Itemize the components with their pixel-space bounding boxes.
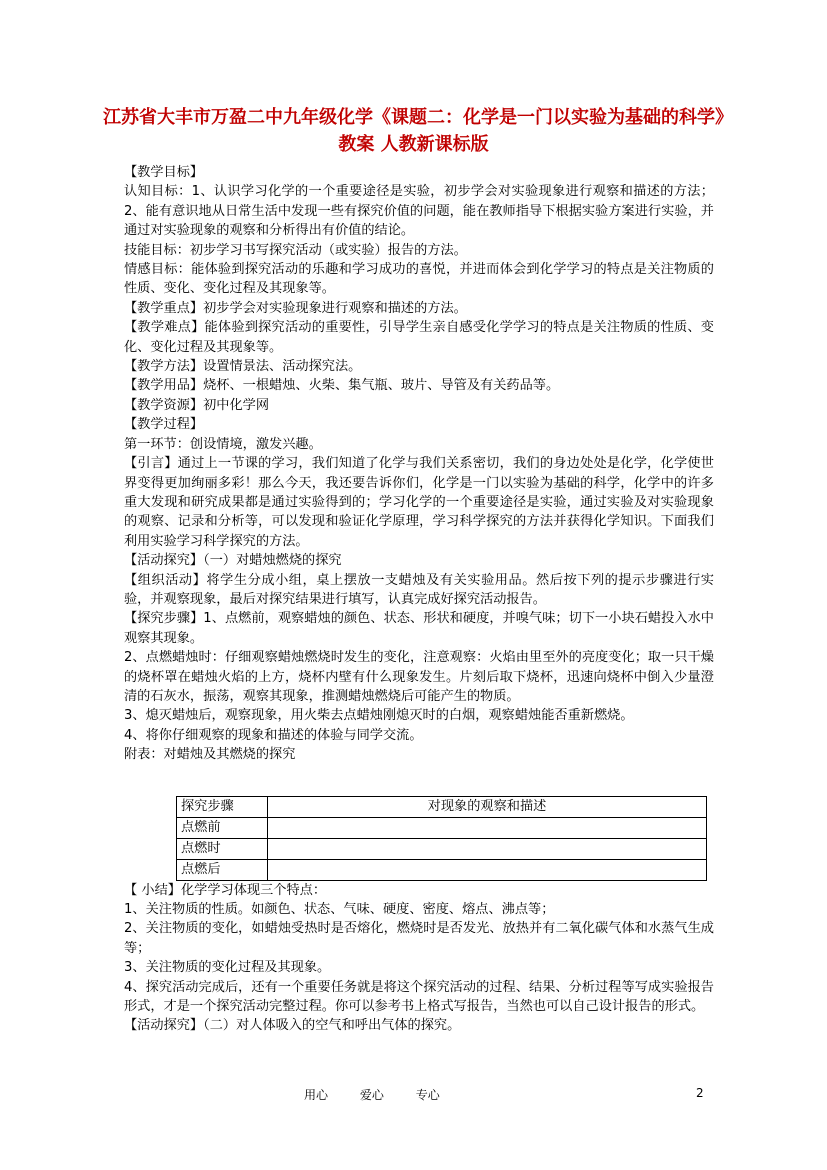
document-body xyxy=(124,163,714,1036)
paragraph: 1、关注物质的性质。如颜色、状态、气味、硬度、密度、熔点、沸点等； xyxy=(124,902,555,917)
paragraph: 3、关注物质的变化过程及其现象。 xyxy=(124,960,331,976)
paragraph: 3、熄灭蜡烛后，观察现象，用火柴去点蜡烛刚熄灭时的白烟，观察蜡烛能否重新燃烧。 xyxy=(124,708,634,724)
table-row-cell xyxy=(268,838,707,859)
table-row-cell xyxy=(268,817,707,838)
page-number: 2 xyxy=(696,1086,704,1100)
paragraph: 【活动探究】（二）对人体吸入的空气和呼出气体的探究。 xyxy=(124,1018,461,1034)
table-row xyxy=(177,859,707,880)
paragraph: 技能目标：初步学习书写探究活动（或实验）报告的方法。 xyxy=(124,242,467,258)
table-row xyxy=(177,817,707,838)
paragraph: 情感目标：能体验到探究活动的乐趣和学习成功的喜悦，并进而体会到化学学习的特点是关注物质的性质、变化、变化过程及其现象等。 xyxy=(124,262,714,297)
footer-motto-word: 爱心 xyxy=(359,1088,384,1102)
paragraph: 【教学重点】初步学会对实验现象进行观察和描述的方法。 xyxy=(124,300,467,316)
footer-motto-word: 专心 xyxy=(415,1088,440,1102)
paragraph: 【教学资源】初中化学网 xyxy=(124,397,270,413)
footer-motto xyxy=(304,1086,468,1103)
table-row-label: 点燃前 xyxy=(177,817,268,838)
paragraph: 【教学方法】设置情景法、活动探究法。 xyxy=(124,359,362,375)
table-row-label: 点燃时 xyxy=(177,838,268,859)
paragraphs-before-table xyxy=(124,163,714,765)
paragraph: 4、将你仔细观察的现象和描述的体验与同学交流。 xyxy=(124,727,423,743)
paragraph: 【引言】通过上一节课的学习，我们知道了化学与我们关系密切，我们的身边处处是化学，化学使世界变得更加绚丽多彩！那么今天，我还要告诉你们，化学是一门以实验为基础的科学，化学中的许多重大发现和研究成果都是通过实验得到的；学习化学的一个重要途径是实验，通过实验及对实验现象的观察、记录和分析等，可以发现和验证化学原理，学习科学探究的方法并获得化学知识。下面我们利用实验学习科学探究的方法。 xyxy=(124,456,714,549)
paragraphs-after-table xyxy=(124,881,714,1036)
candle-probe-table xyxy=(176,796,707,881)
table-row-cell xyxy=(268,859,707,880)
paragraph: 2、点燃蜡烛时：仔细观察蜡烛燃烧时发生的变化，注意观察：火焰由里至外的亮度变化；取一只干燥的烧杯罩在蜡烛火焰的上方，烧杯内壁有什么现象发生。片刻后取下烧杯，迅速向烧杯中倒入少量澄清的石灰水，振荡，观察其现象，推测蜡烛燃烧后可能产生的物质。 xyxy=(124,650,714,704)
table-spacer xyxy=(124,765,714,796)
document-title: 江苏省大丰市万盈二中九年级化学《课题二：化学是一门以实验为基础的科学》教案 人教新课标版 xyxy=(103,107,724,155)
table-header-row xyxy=(177,796,707,817)
paragraph: 认知目标：1、认识学习化学的一个重要途径是实验，初步学会对实验现象进行观察和描述的方法；2、能有意识地从日常生活中发现一些有探究价值的问题，能在教师指导下根据实验方案进行实验，并通过对实验现象的观察和分析得出有价值的结论。 xyxy=(124,184,714,239)
paragraph: 2、关注物质的变化，如蜡烛受热时是否熔化，燃烧时是否发光、放热并有二氧化碳气体和水蒸气生成等； xyxy=(124,921,714,956)
paragraph: 【教学用品】烧杯、一根蜡烛、火柴、集气瓶、玻片、导管及有关药品等。 xyxy=(124,378,560,394)
table-header-observation: 对现象的观察和描述 xyxy=(268,796,707,817)
paragraph: 【教学难点】能体验到探究活动的重要性，引导学生亲自感受化学学习的特点是关注物质的性质、变化、变化过程及其现象等。 xyxy=(124,320,714,355)
paragraph: 【探究步骤】1、点燃前，观察蜡烛的颜色、状态、形状和硬度，并嗅气味；切下一小块石蜡投入水中观察其现象。 xyxy=(124,611,714,646)
paragraph: 【教学目标】 xyxy=(124,165,204,180)
paragraph: 【组织活动】将学生分成小组，桌上摆放一支蜡烛及有关实验用品。然后按下列的提示步骤进行实验，并观察现象，最后对探究结果进行填写，认真完成好探究活动报告。 xyxy=(124,572,714,607)
table-row xyxy=(177,838,707,859)
paragraph: 第一环节：创设情境，激发兴趣。 xyxy=(124,436,322,452)
paragraph: 【 小结】化学学习体现三个特点： xyxy=(124,882,327,898)
footer-motto-word: 用心 xyxy=(304,1088,329,1102)
paragraph: 【活动探究】（一）对蜡烛燃烧的探究 xyxy=(124,553,342,569)
paragraph: 4、探究活动完成后，还有一个重要任务就是将这个探究活动的过程、结果、分析过程等写成实验报告形式，才是一个探究活动完整过程。你可以参考书上格式写报告，当然也可以自己设计报告的形式。 xyxy=(124,979,714,1015)
paragraph: 附表：对蜡烛及其燃烧的探究 xyxy=(124,747,296,763)
table-header-step: 探究步骤 xyxy=(177,796,268,817)
paragraph: 【教学过程】 xyxy=(124,417,204,433)
table-row-label: 点燃后 xyxy=(177,859,268,880)
